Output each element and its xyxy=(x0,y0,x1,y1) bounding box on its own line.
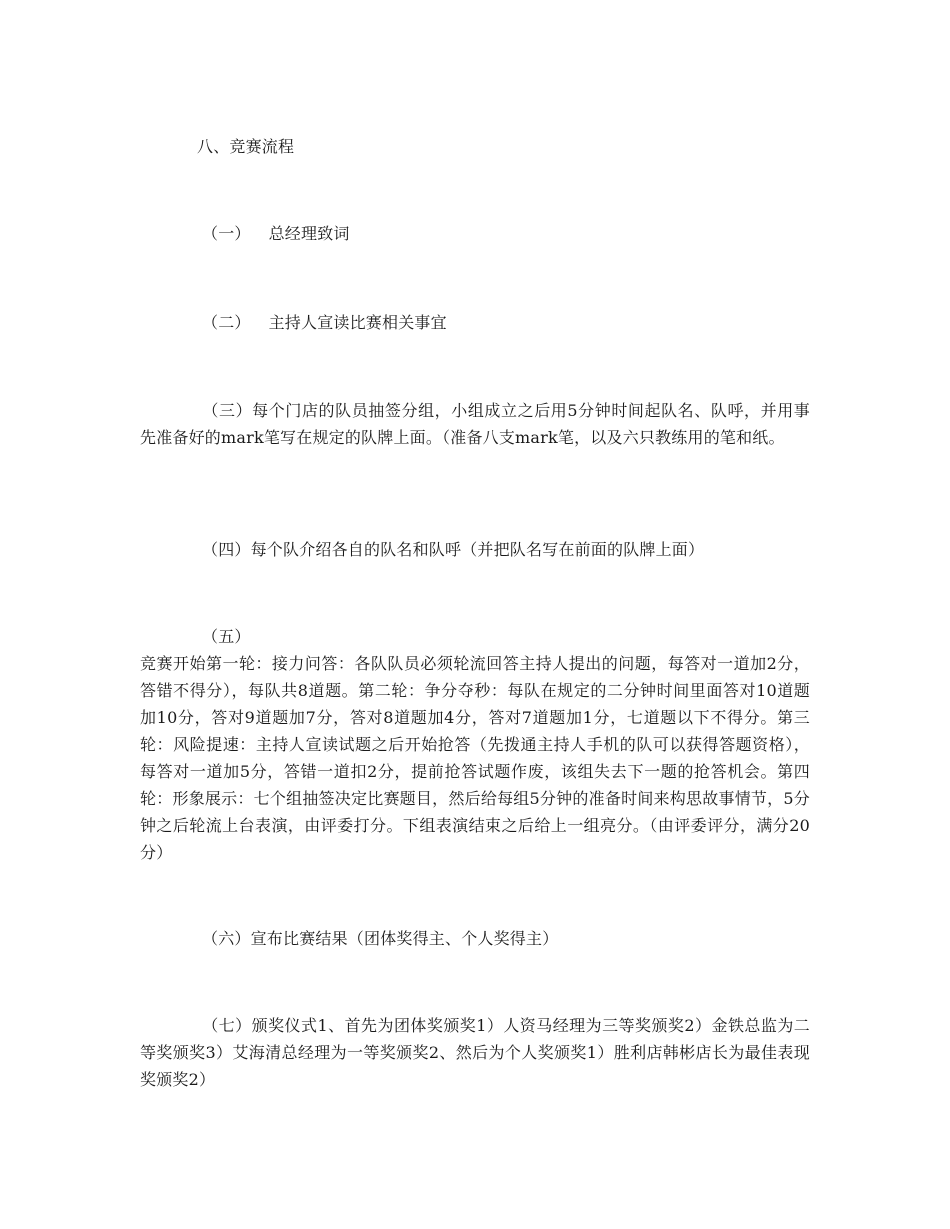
item-marker: （二） xyxy=(202,313,251,332)
list-item-6 xyxy=(202,925,558,952)
item-marker: （五） xyxy=(202,627,251,646)
list-item-7 xyxy=(140,1012,810,1093)
item-text: 颁奖仪式1、首先为团体奖颁奖1）人资马经理为三等奖颁奖2）金铁总监为二等奖颁奖3）艾海清总经理为一等奖颁奖2、然后为个人奖颁奖1）胜利店韩彬店长为最佳表现奖颁奖2） xyxy=(140,1016,810,1089)
item-text: 宣布比赛结果（团体奖得主、个人奖得主） xyxy=(250,929,559,948)
item-text: 竞赛开始第一轮：接力问答：各队队员必须轮流回答主持人提出的问题，每答对一道加2分，答错不得分），每队共8道题。第二轮：争分夺秒：每队在规定的二分钟时间里面答对10道题加10分，答对9道题加7分，答对8道题加4分，答对7道题加1分，七道题以下不得分。第三轮：风险提速：主持人宣读试题之后开始抢答（先拨通主持人手机的队可以获得答题资格），每答对一道加5分，答错一道扣2分，提前抢答试题作废，该组失去下一题的抢答机会。第四轮：形象展示：七个组抽签决定比赛题目，然后给每组5分钟的准备时间来构思故事情节，5分钟之后轮流上台表演，由评委打分。下组表演结束之后给上一组亮分。（由评委评分，满分20分） xyxy=(140,654,810,862)
list-item-1 xyxy=(202,220,350,247)
section-title xyxy=(197,133,294,160)
item-marker: （一） xyxy=(202,224,251,243)
item-marker: （六） xyxy=(202,929,251,948)
item-marker: （四） xyxy=(202,540,251,559)
section-title-text: 八、竞赛流程 xyxy=(197,137,295,156)
list-item-3 xyxy=(140,397,810,451)
item-marker: （三） xyxy=(202,401,253,420)
item-text: 主持人宣读比赛相关事宜 xyxy=(268,313,447,332)
item-text: 每个队介绍各自的队名和队呼（并把队名写在前面的队牌上面） xyxy=(250,540,705,559)
list-item-5 xyxy=(140,623,810,866)
item-text: 每个门店的队员抽签分组，小组成立之后用5分钟时间起队名、队呼，并用事先准备好的mark笔写在规定的队牌上面。（准备八支mark笔，以及六只教练用的笔和纸。 xyxy=(140,401,811,447)
list-item-2 xyxy=(202,309,447,336)
item-marker: （七） xyxy=(202,1016,252,1035)
list-item-4 xyxy=(202,536,704,563)
item-text: 总经理致词 xyxy=(268,224,350,243)
